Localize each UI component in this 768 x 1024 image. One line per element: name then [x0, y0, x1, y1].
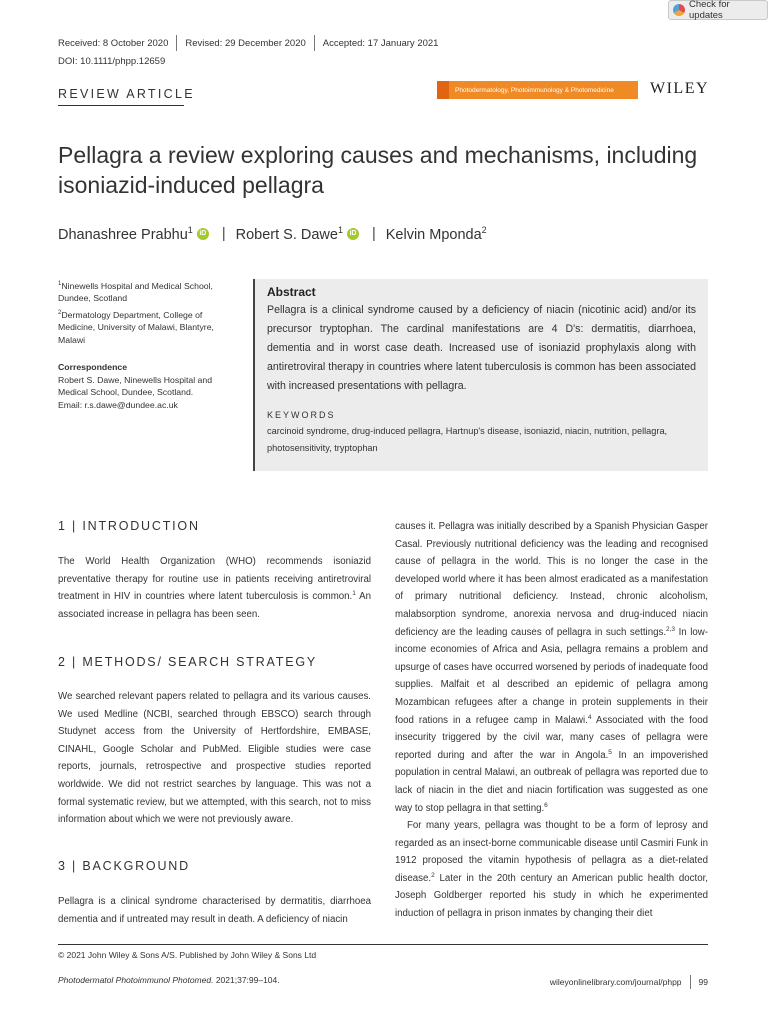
orcid-icon[interactable]: iD: [347, 228, 359, 240]
keywords-heading: KEYWORDS: [267, 410, 336, 420]
journal-banner-stripe: [437, 81, 449, 99]
divider: [690, 975, 691, 989]
body-paragraph: For many years, pellagra was thought to be a form of leprosy and regarded as an insect-borne communicable disease until Casmiri Funk in 1912 proposed the vitamin hypothesis of pellagra as a diet-related disease.$^2$ Later in the 20th century an American public health doctor, Joseph Goldberger reported his study in which he experimented induction of pellagra in prison inmates by changing their diet: [395, 820, 708, 920]
abstract-text: Pellagra is a clinical syndrome caused by a deficiency of niacin (nicotinic acid) and/or its precursor tryptophan. The cardinal manifestations are 4 D's: dermatitis, diarrhoea, dementia and in worst case death. Increased use of isoniazid prophylaxis along with antiretroviral therapy in countries where latent tuberculosis is common has been associated with increased presentations with pellagra.: [267, 304, 696, 392]
article-type: REVIEW ARTICLE: [58, 87, 195, 101]
affiliation-1: $^1$Ninewells Hospital and Medical School, Dundee, Scotland: [58, 280, 213, 304]
check-for-updates-label: Check for updates: [689, 0, 730, 21]
publisher-logo: WILEY: [650, 80, 710, 97]
section-heading-introduction: 1 | INTRODUCTION: [58, 519, 200, 533]
author-list: [58, 225, 487, 243]
methods-paragraph: We searched relevant papers related to pellagra and its various causes. We used Medline (NCBI, searched through EBSCO) search through Studynet access from the University of Hertfordshire, EMBASE, CINAHL, Google Scholar and PubMed. Eligible studies were case reports, journals, retrospective and prospective studies reported worldwide. We did not restrict searches by language. This was not a formal systematic review, but we attempted, with this search, not to miss information about which we were not previously aware.: [58, 691, 371, 826]
citation: Photodermatol Photoimmunol Photomed. 2021;37:99–104.: [58, 975, 280, 985]
reference-link[interactable]: 2,3: [666, 625, 676, 633]
check-for-updates-button[interactable]: [668, 0, 768, 20]
right-column: [395, 518, 708, 923]
revised-date: Revised: 29 December 2020: [185, 37, 306, 49]
publication-dates: [58, 35, 438, 51]
background-paragraph: Pellagra is a clinical syndrome characterised by dermatitis, diarrhoea dementia and if untreated may result in death. A deficiency of niacin: [58, 896, 371, 925]
keywords-list: carcinoid syndrome, drug-induced pellagra, Hartnup's disease, isoniazid, niacin, nutrition, pellagra, photosensitivity, tryptophan: [267, 426, 668, 453]
footer-right: [550, 975, 708, 989]
author-name[interactable]: Kelvin Mponda$^2$: [385, 225, 487, 243]
reference-link[interactable]: 6: [544, 801, 548, 809]
abstract-box: [253, 279, 708, 471]
correspondence: [58, 361, 238, 411]
abstract-heading: Abstract: [267, 285, 316, 299]
reference-link[interactable]: 4: [587, 713, 592, 721]
journal-banner[interactable]: [437, 81, 638, 99]
correspondence-address: Robert S. Dawe, Ninewells Hospital and Medical School, Dundee, Scotland.: [58, 374, 213, 397]
reference-link[interactable]: 5: [608, 748, 612, 756]
copyright-notice: © 2021 John Wiley & Sons A/S. Published by John Wiley & Sons Ltd: [58, 950, 317, 960]
reference-link[interactable]: 1: [352, 589, 356, 597]
accepted-date: Accepted: 17 January 2021: [322, 37, 439, 49]
body-paragraph: causes it. Pellagra was initially described by a Spanish Physician Gasper Casal. Previously nutritional deficiency was the leading and recognised cause of pellagra in the world. This is no longer the case in the developed world where it has been almost eradicated as a manifestation of primary nutritional deficiency. Instead, chronic alcoholism, malabsorption syndrome, anorexia nervosa and drug-induced niacin deficiency are the leading causes of pellagra in such settings.$^{2,3}$ In low-income economies of Africa and Asia, pellagra remains a problem and upsurge of cases have occurred worsened by periods of inadequate food supplies. Malfait et al described an epidemic of pellagra among Mozambican refugees after a change in protein supplements in their food rations in a refugee camp in Malawi.$^4$ Associated with the food insecurity triggered by the civil war, many cases of pellagra were reported during and after the war in Angola.$^5$ In an impoverished population in central Malawi, an outbreak of pellagra was reported due to lack of niacin in the diet and niacin fortification was suggested as one way to stop pellagra in that setting.$^6$: [395, 521, 708, 814]
journal-url[interactable]: wileyonlinelibrary.com/journal/phpp: [549, 977, 682, 987]
introduction-paragraph: The World Health Organization (WHO) recommends isoniazid preventative therapy for routine use in patients receiving antiretroviral treatment in HIV in countries where latent tuberculosis is common.$^1$ An associated increase in pellagra has been seen.: [58, 556, 371, 620]
received-date: Received: 8 October 2020: [58, 37, 169, 49]
divider: [314, 35, 315, 51]
divider: |: [221, 225, 226, 242]
journal-banner-label: Photodermatology, Photoimmunology & Photomedicine: [455, 86, 614, 94]
paper-title: Pellagra a review exploring causes and mechanisms, including isoniazid-induced pellagra: [58, 142, 698, 198]
crossmark-icon: [673, 4, 685, 16]
divider: [176, 35, 177, 51]
author-name[interactable]: Dhanashree Prabhu$^1$: [58, 225, 193, 243]
page-number: 99: [698, 977, 708, 987]
footer-divider: [58, 944, 708, 945]
article-type-underline: [58, 105, 184, 106]
author-name[interactable]: Robert S. Dawe$^1$: [235, 225, 343, 243]
reference-link[interactable]: 2: [431, 871, 435, 879]
affiliation-2: $^2$Dermatology Department, College of Medicine, University of Malawi, Blantyre, Malawi: [58, 309, 214, 345]
section-heading-background: 3 | BACKGROUND: [58, 859, 190, 873]
orcid-icon[interactable]: iD: [197, 228, 209, 240]
doi[interactable]: DOI: 10.1111/phpp.12659: [58, 56, 166, 67]
correspondence-email[interactable]: Email: r.s.dawe@dundee.ac.uk: [58, 399, 178, 410]
correspondence-heading: Correspondence: [58, 362, 128, 372]
section-heading-methods: 2 | METHODS/ SEARCH STRATEGY: [58, 655, 317, 669]
divider: |: [371, 225, 376, 242]
